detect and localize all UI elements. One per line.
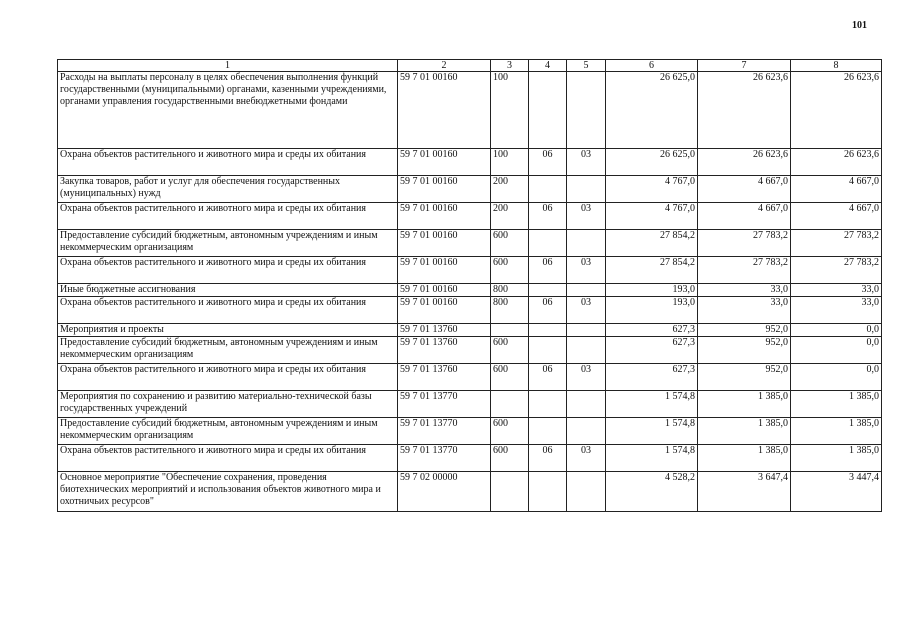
row-amount-year2: 26 623,6 bbox=[698, 72, 791, 149]
row-expense-type: 600 bbox=[491, 257, 529, 284]
row-amount-year1: 27 854,2 bbox=[606, 257, 698, 284]
row-code: 59 7 01 13770 bbox=[398, 391, 491, 418]
row-amount-year1: 27 854,2 bbox=[606, 230, 698, 257]
row-section bbox=[529, 72, 567, 149]
row-code: 59 7 01 00160 bbox=[398, 176, 491, 203]
row-expense-type bbox=[491, 391, 529, 418]
row-section bbox=[529, 230, 567, 257]
table-row bbox=[58, 257, 882, 284]
table-row bbox=[58, 472, 882, 512]
row-subsection bbox=[567, 391, 606, 418]
row-section bbox=[529, 391, 567, 418]
row-code: 59 7 02 00000 bbox=[398, 472, 491, 512]
row-amount-year1: 1 574,8 bbox=[606, 391, 698, 418]
row-amount-year2: 4 667,0 bbox=[698, 203, 791, 230]
row-section bbox=[529, 176, 567, 203]
table-row bbox=[58, 203, 882, 230]
row-code: 59 7 01 00160 bbox=[398, 203, 491, 230]
row-subsection: 03 bbox=[567, 149, 606, 176]
row-amount-year3: 26 623,6 bbox=[791, 149, 882, 176]
row-amount-year3: 1 385,0 bbox=[791, 445, 882, 472]
table-row bbox=[58, 364, 882, 391]
row-amount-year2: 3 647,4 bbox=[698, 472, 791, 512]
row-expense-type: 100 bbox=[491, 72, 529, 149]
row-expense-type: 200 bbox=[491, 176, 529, 203]
header-cell: 3 bbox=[491, 60, 529, 72]
row-amount-year2: 1 385,0 bbox=[698, 445, 791, 472]
row-section bbox=[529, 324, 567, 337]
row-section: 06 bbox=[529, 203, 567, 230]
table-row bbox=[58, 337, 882, 364]
row-name: Мероприятия по сохранению и развитию материально-технической базы государственных учреждений bbox=[58, 391, 398, 418]
row-subsection bbox=[567, 472, 606, 512]
row-amount-year3: 1 385,0 bbox=[791, 418, 882, 445]
row-code: 59 7 01 00160 bbox=[398, 72, 491, 149]
table-row bbox=[58, 176, 882, 203]
row-amount-year1: 1 574,8 bbox=[606, 445, 698, 472]
row-expense-type: 800 bbox=[491, 284, 529, 297]
row-code: 59 7 01 13760 bbox=[398, 337, 491, 364]
header-cell: 1 bbox=[58, 60, 398, 72]
row-expense-type bbox=[491, 472, 529, 512]
row-amount-year3: 0,0 bbox=[791, 364, 882, 391]
row-amount-year1: 193,0 bbox=[606, 284, 698, 297]
row-expense-type: 800 bbox=[491, 297, 529, 324]
header-row bbox=[58, 60, 882, 72]
row-amount-year2: 952,0 bbox=[698, 324, 791, 337]
row-amount-year3: 33,0 bbox=[791, 284, 882, 297]
budget-table bbox=[57, 59, 882, 512]
row-amount-year2: 952,0 bbox=[698, 337, 791, 364]
header-cell: 4 bbox=[529, 60, 567, 72]
row-amount-year2: 27 783,2 bbox=[698, 257, 791, 284]
row-code: 59 7 01 00160 bbox=[398, 149, 491, 176]
row-amount-year2: 1 385,0 bbox=[698, 418, 791, 445]
row-subsection bbox=[567, 337, 606, 364]
row-name: Предоставление субсидий бюджетным, автономным учреждениям и иным некоммерческим организациям bbox=[58, 337, 398, 364]
row-name: Охрана объектов растительного и животного мира и среды их обитания bbox=[58, 364, 398, 391]
row-name: Мероприятия и проекты bbox=[58, 324, 398, 337]
row-expense-type: 600 bbox=[491, 445, 529, 472]
row-expense-type: 600 bbox=[491, 230, 529, 257]
row-subsection bbox=[567, 324, 606, 337]
row-code: 59 7 01 00160 bbox=[398, 257, 491, 284]
header-cell: 7 bbox=[698, 60, 791, 72]
row-amount-year2: 33,0 bbox=[698, 284, 791, 297]
row-amount-year2: 1 385,0 bbox=[698, 391, 791, 418]
row-amount-year1: 4 767,0 bbox=[606, 203, 698, 230]
table-row bbox=[58, 445, 882, 472]
row-subsection bbox=[567, 418, 606, 445]
row-section: 06 bbox=[529, 364, 567, 391]
row-amount-year3: 4 667,0 bbox=[791, 176, 882, 203]
row-code: 59 7 01 00160 bbox=[398, 297, 491, 324]
row-code: 59 7 01 13760 bbox=[398, 364, 491, 391]
row-subsection bbox=[567, 176, 606, 203]
row-subsection: 03 bbox=[567, 297, 606, 324]
row-code: 59 7 01 13770 bbox=[398, 445, 491, 472]
row-name: Основное мероприятие "Обеспечение сохранения, проведения биотехнических мероприятий и использования объектов животного мира и охотничьих ресурсов" bbox=[58, 472, 398, 512]
row-expense-type bbox=[491, 324, 529, 337]
header-cell: 6 bbox=[606, 60, 698, 72]
row-subsection: 03 bbox=[567, 364, 606, 391]
table-row bbox=[58, 324, 882, 337]
row-amount-year1: 4 767,0 bbox=[606, 176, 698, 203]
row-code: 59 7 01 00160 bbox=[398, 230, 491, 257]
row-amount-year3: 4 667,0 bbox=[791, 203, 882, 230]
header-cell: 8 bbox=[791, 60, 882, 72]
row-subsection bbox=[567, 230, 606, 257]
row-amount-year2: 952,0 bbox=[698, 364, 791, 391]
row-amount-year2: 27 783,2 bbox=[698, 230, 791, 257]
page-number: 101 bbox=[852, 20, 867, 31]
row-name: Охрана объектов растительного и животного мира и среды их обитания bbox=[58, 149, 398, 176]
row-subsection bbox=[567, 284, 606, 297]
table-row bbox=[58, 72, 882, 149]
row-name: Предоставление субсидий бюджетным, автономным учреждениям и иным некоммерческим организациям bbox=[58, 230, 398, 257]
row-amount-year1: 1 574,8 bbox=[606, 418, 698, 445]
row-amount-year3: 0,0 bbox=[791, 337, 882, 364]
row-name: Иные бюджетные ассигнования bbox=[58, 284, 398, 297]
table-body bbox=[58, 72, 882, 512]
row-expense-type: 100 bbox=[491, 149, 529, 176]
row-code: 59 7 01 13760 bbox=[398, 324, 491, 337]
row-amount-year1: 26 625,0 bbox=[606, 72, 698, 149]
header-cell: 5 bbox=[567, 60, 606, 72]
table-row bbox=[58, 418, 882, 445]
row-section: 06 bbox=[529, 445, 567, 472]
row-amount-year3: 1 385,0 bbox=[791, 391, 882, 418]
row-amount-year1: 627,3 bbox=[606, 324, 698, 337]
row-code: 59 7 01 13770 bbox=[398, 418, 491, 445]
row-amount-year3: 33,0 bbox=[791, 297, 882, 324]
table-row bbox=[58, 149, 882, 176]
row-amount-year1: 4 528,2 bbox=[606, 472, 698, 512]
row-name: Охрана объектов растительного и животного мира и среды их обитания bbox=[58, 297, 398, 324]
row-amount-year3: 0,0 bbox=[791, 324, 882, 337]
row-expense-type: 600 bbox=[491, 418, 529, 445]
row-amount-year3: 27 783,2 bbox=[791, 230, 882, 257]
row-amount-year2: 33,0 bbox=[698, 297, 791, 324]
table-row bbox=[58, 284, 882, 297]
row-subsection bbox=[567, 72, 606, 149]
table-row bbox=[58, 391, 882, 418]
row-code: 59 7 01 00160 bbox=[398, 284, 491, 297]
row-section bbox=[529, 337, 567, 364]
row-section: 06 bbox=[529, 257, 567, 284]
row-amount-year3: 27 783,2 bbox=[791, 257, 882, 284]
row-section bbox=[529, 284, 567, 297]
row-subsection: 03 bbox=[567, 445, 606, 472]
row-section: 06 bbox=[529, 297, 567, 324]
row-amount-year1: 627,3 bbox=[606, 364, 698, 391]
row-section bbox=[529, 418, 567, 445]
row-amount-year1: 193,0 bbox=[606, 297, 698, 324]
row-name: Предоставление субсидий бюджетным, автономным учреждениям и иным некоммерческим организациям bbox=[58, 418, 398, 445]
row-subsection: 03 bbox=[567, 257, 606, 284]
row-amount-year1: 26 625,0 bbox=[606, 149, 698, 176]
row-name: Охрана объектов растительного и животного мира и среды их обитания bbox=[58, 257, 398, 284]
table-row bbox=[58, 297, 882, 324]
row-amount-year3: 3 447,4 bbox=[791, 472, 882, 512]
row-amount-year3: 26 623,6 bbox=[791, 72, 882, 149]
row-section: 06 bbox=[529, 149, 567, 176]
row-expense-type: 600 bbox=[491, 364, 529, 391]
row-name: Закупка товаров, работ и услуг для обеспечения государственных (муниципальных) нужд bbox=[58, 176, 398, 203]
row-name: Охрана объектов растительного и животного мира и среды их обитания bbox=[58, 203, 398, 230]
table-row bbox=[58, 230, 882, 257]
row-amount-year1: 627,3 bbox=[606, 337, 698, 364]
row-name: Охрана объектов растительного и животного мира и среды их обитания bbox=[58, 445, 398, 472]
row-amount-year2: 26 623,6 bbox=[698, 149, 791, 176]
row-expense-type: 200 bbox=[491, 203, 529, 230]
row-name: Расходы на выплаты персоналу в целях обеспечения выполнения функций государственными (муниципальными) органами, казенными учреждениями, органами управления государственными внебюджетными фондами bbox=[58, 72, 398, 149]
row-amount-year2: 4 667,0 bbox=[698, 176, 791, 203]
header-cell: 2 bbox=[398, 60, 491, 72]
row-section bbox=[529, 472, 567, 512]
row-expense-type: 600 bbox=[491, 337, 529, 364]
row-subsection: 03 bbox=[567, 203, 606, 230]
